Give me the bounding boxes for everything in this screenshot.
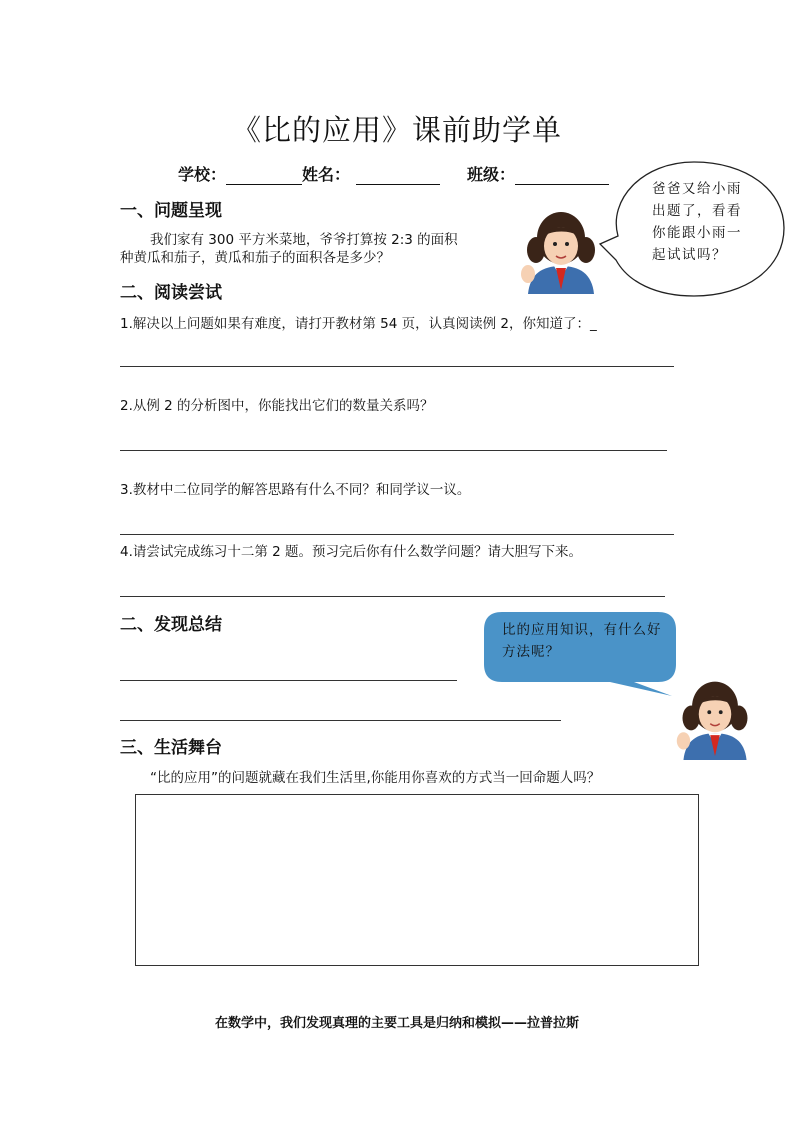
class-label: 班级：	[467, 165, 516, 184]
problem-line2: 种黄瓜和茄子，黄瓜和茄子的面积各是多少？	[120, 250, 390, 266]
page-title: 《比的应用》课前助学单	[231, 113, 562, 147]
bubble1-line4: 起试试吗？	[652, 247, 727, 263]
answer-box[interactable]	[135, 794, 699, 966]
section-problem-heading: 一、问题呈现	[120, 201, 222, 221]
name-blank[interactable]	[356, 166, 440, 185]
life-stage-prompt: “比的应用”的问题就藏在我们生活里,你能用你喜欢的方式当一回命题人吗？	[150, 770, 601, 786]
question-4: 4.请尝试完成练习十二第 2 题。预习完后你有什么数学问题？请大胆写下来。	[120, 544, 583, 560]
class-field	[467, 162, 609, 185]
answer-line-2[interactable]	[120, 450, 667, 451]
answer-line-3[interactable]	[120, 534, 674, 535]
problem-line1: 我们家有 300 平方米菜地，爷爷打算按 2:3 的面积	[150, 232, 458, 248]
school-field	[178, 162, 440, 185]
school-blank[interactable]	[226, 166, 302, 185]
bubble2-line2: 方法呢？	[502, 644, 560, 660]
answer-line-1[interactable]	[120, 366, 674, 367]
section-life-stage-heading: 三、生活舞台	[120, 738, 222, 758]
speech-bubble-text	[652, 178, 742, 266]
summary-line-1[interactable]	[120, 680, 457, 681]
footer-quote: 在数学中，我们发现真理的主要工具是归纳和模拟——拉普拉斯	[214, 1016, 579, 1031]
section-reading-heading: 二、阅读尝试	[120, 283, 222, 303]
name-label: 姓名：	[302, 165, 351, 184]
school-label: 学校：	[178, 165, 227, 184]
bubble1-line3: 你能跟小雨一	[652, 225, 742, 241]
bubble2-line1: 比的应用知识，有什么好	[502, 622, 662, 638]
summary-line-2[interactable]	[120, 720, 561, 721]
question-2: 2.从例 2 的分析图中，你能找出它们的数量关系吗？	[120, 398, 434, 414]
blue-bubble-text	[502, 619, 662, 663]
class-blank[interactable]	[515, 166, 609, 185]
section-summary-heading: 二、发现总结	[120, 615, 222, 635]
question-3: 3.教材中二位同学的解答思路有什么不同？和同学议一议。	[120, 482, 471, 498]
answer-line-4[interactable]	[120, 596, 665, 597]
bubble1-line1: 爸爸又给小雨	[652, 181, 742, 197]
bubble1-line2: 出题了，看看	[652, 203, 742, 219]
girl-illustration	[516, 204, 606, 294]
girl-illustration-2	[672, 672, 758, 762]
question-1: 1.解决以上问题如果有难度，请打开教材第 54 页，认真阅读例 2，你知道了：_	[120, 316, 597, 332]
